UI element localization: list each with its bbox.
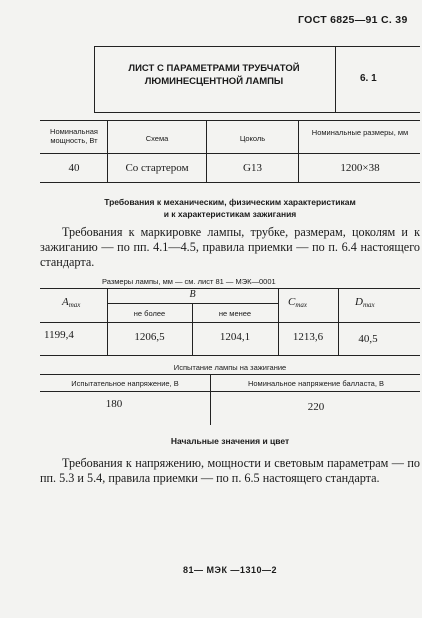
section2-text: Требования к напряжению, мощности и световым параметрам — по пп. 5.3 и 5.4, правила приемки — по п. 6.5 настоящего стандарта.: [40, 456, 420, 485]
table3-header-test-voltage: Испытательное напряжение, В: [71, 379, 179, 388]
table3-caption: Испытание лампы на зажигание: [173, 363, 287, 372]
table1-header-dimensions: Номинальные размеры, мм: [311, 128, 409, 137]
table1-header-power: Номинальная мощность, Вт: [50, 127, 98, 145]
sheet-title: ЛИСТ С ПАРАМЕТРАМИ ТРУБЧАТОЙ ЛЮМИНЕСЦЕНТНОЙ ЛАМПЫ: [128, 63, 300, 87]
table1-header-base: Цоколь: [239, 134, 266, 143]
section1-heading: Требования к механическим, физическим характеристикам и к характеристикам зажигания: [104, 197, 356, 219]
table3-cell-ballast-voltage: 220: [307, 401, 325, 413]
table2-header-d: $D_{max}$: [355, 296, 375, 309]
section2-heading: Начальные значения и цвет: [170, 436, 290, 446]
section1-text: Требования к маркировке лампы, трубке, размерам, цоколям и к зажиганию — по пп. 4.1—4.5, правила приемки — по п. 6.4 настоящего стандарта.: [40, 225, 420, 269]
sheet-code: 6. 1: [360, 73, 377, 84]
table3-cell-test-voltage: 180: [105, 398, 123, 410]
table2-cell-c: 1213,6: [292, 331, 324, 343]
table2-header-c: $C_{max}$: [288, 296, 308, 309]
table1-cell-dimensions: 1200×38: [340, 162, 380, 174]
table2-caption: Размеры лампы, мм — см. лист 81 — МЭК—0001: [102, 277, 276, 286]
table2-header-b: B: [189, 289, 196, 300]
table2-header-b-max: не более: [133, 309, 166, 318]
page-header: ГОСТ 6825—91 С. 39: [298, 14, 408, 26]
table2-header-a: $A_{max}$: [62, 296, 81, 309]
table3-header-ballast-voltage: Номинальное напряжение балласта, В: [247, 379, 385, 388]
table2-cell-d: 40,5: [358, 333, 378, 345]
table1-cell-scheme: Со стартером: [125, 162, 189, 174]
table2-header-b-min: не менее: [218, 309, 252, 318]
page-footer: 81— МЭК —1310—2: [183, 565, 277, 575]
table1-cell-power: 40: [68, 162, 80, 174]
table1-cell-base: G13: [243, 162, 262, 174]
table1-header-scheme: Схема: [145, 134, 169, 143]
table2-cell-b-max: 1206,5: [134, 331, 165, 343]
table2-cell-a: 1199,4: [44, 329, 74, 341]
table2-cell-b-min: 1204,1: [219, 331, 251, 343]
